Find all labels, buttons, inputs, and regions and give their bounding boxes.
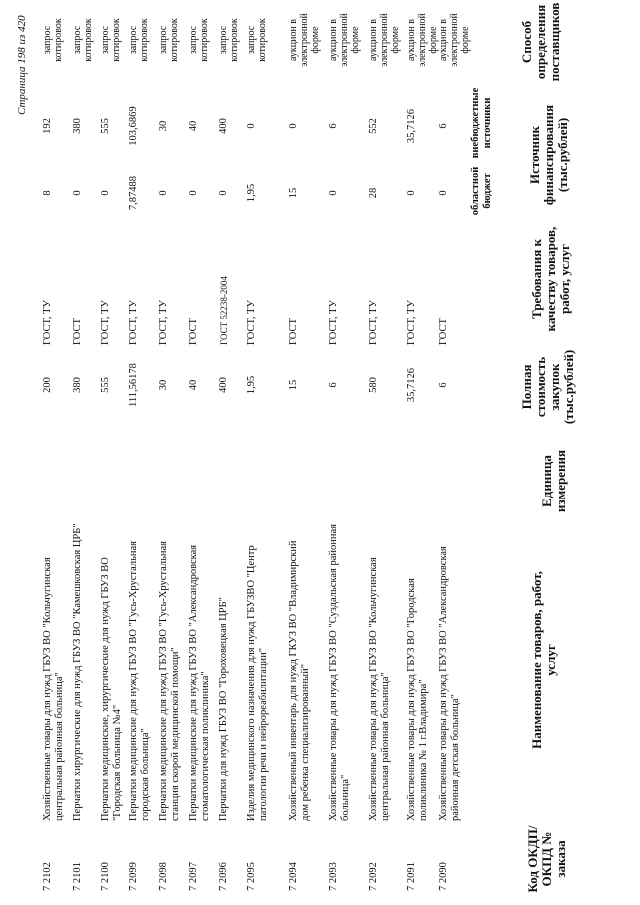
row-regional: 1,95	[246, 183, 257, 203]
row-name: Перчатки хирургические для нужд ГБУЗ ВО "Камешковская ЦРБ"	[72, 523, 83, 821]
header-funding-extra: внебюджетные источники	[470, 87, 493, 159]
row-cost: 35,7126	[406, 367, 417, 403]
row-extra: 555	[100, 118, 111, 134]
row-regional: 0	[188, 190, 199, 196]
row-requirements: ГОСТ	[72, 318, 83, 345]
row-regional: 0	[100, 190, 111, 196]
row-cost: 15	[288, 379, 299, 391]
row-name: Хозяйственные товары для нужд ГБУЗ ВО "Кольчугинская центральная районная больница"	[368, 557, 391, 821]
row-method: запрос котировок	[100, 18, 122, 62]
row-extra: 30	[158, 120, 169, 132]
row-regional: 7,87488	[128, 175, 139, 211]
row-name: Хозяйственные товары для нужд ГБУЗ ВО "Городская поликлиника № 1 г.Владимира"	[406, 578, 429, 821]
row-regional: 0	[406, 190, 417, 196]
table-row	[368, 0, 401, 905]
header-funding-regional: областной бюджет	[470, 166, 493, 216]
row-code: 7 2102	[42, 862, 53, 891]
row-name: Хозяйственные товары для нужд ГБУЗ ВО "Кольчугинская центральная районная больница"	[42, 557, 65, 821]
header-funding: Источник финансирования (тыс.рублей)	[527, 104, 570, 206]
row-name: Перчатки медицинские для нужд ГБУЗ ВО "Гусь-Хрустальная станция скорой медицинской помощи"	[158, 541, 181, 821]
row-method: запрос котировок	[42, 18, 64, 62]
row-requirements: ГОСТ, ТУ	[328, 300, 339, 345]
table-row	[328, 0, 361, 905]
row-cost: 40	[188, 379, 199, 391]
row-code: 7 2100	[100, 862, 111, 891]
row-method: запрос котировок	[218, 18, 240, 62]
page-number: Страница 198 из 420	[16, 15, 28, 115]
row-extra: 0	[246, 123, 257, 129]
row-requirements: ГОСТ, ТУ	[158, 300, 169, 345]
row-method: запрос котировок	[188, 18, 210, 62]
table-row	[100, 0, 130, 905]
row-extra: 103,6869	[128, 106, 139, 146]
row-requirements: ГОСТ 52238-2004	[219, 276, 229, 345]
row-extra: 6	[438, 123, 449, 129]
row-name: Хозяйственный инвентарь для нужд ГКУЗ ВО "Владимирский дом ребенка специализированный"	[288, 540, 311, 821]
row-regional: 28	[368, 187, 379, 199]
table-row	[72, 0, 102, 905]
header-requirements: Требования к качеству товаров, работ, услуг	[529, 226, 572, 332]
row-name: Изделия медицинского назначения для нужд ГБУЗВО "Центр патологии речи и нейрореабилитации"	[246, 545, 269, 821]
row-extra: 35,7126	[406, 108, 417, 144]
row-name: Хозяйственные товары для нужд ГБУЗ ВО "Александровская районная детская больница"	[438, 546, 461, 821]
row-cost: 30	[158, 379, 169, 391]
row-name: Перчатки для нужд ГБУЗ ВО "Гороховецкая ЦРБ"	[218, 597, 229, 821]
row-code: 7 2098	[158, 862, 169, 891]
row-method: аукцион в электронной форме	[368, 13, 401, 67]
header-unit: Единица измерения	[539, 449, 568, 513]
table-row	[438, 0, 471, 905]
row-regional: 15	[288, 187, 299, 199]
row-method: запрос котировок	[128, 18, 150, 62]
header-name: Наименование товаров, работ, услуг	[529, 571, 558, 749]
table-row	[188, 0, 218, 905]
row-extra: 552	[368, 118, 379, 134]
row-extra: 0	[288, 123, 299, 129]
row-cost: 380	[72, 377, 83, 393]
row-code: 7 2096	[218, 862, 229, 891]
row-code: 7 2093	[328, 862, 339, 891]
row-name: Перчатки медицинские, хирургические для нужд ГБУЗ ВО "Городская больница №4"	[100, 557, 123, 821]
row-code: 7 2101	[72, 862, 83, 891]
table-row	[288, 0, 321, 905]
row-cost: 1,95	[246, 375, 257, 395]
header-code: Код ОКДП/ ОКПД № заказа	[525, 825, 568, 893]
row-code: 7 2092	[368, 862, 379, 891]
row-regional: 0	[72, 190, 83, 196]
row-cost: 200	[42, 377, 53, 393]
row-code: 7 2095	[246, 862, 257, 891]
table-row	[42, 0, 72, 905]
table-row	[246, 0, 276, 905]
row-method: аукцион в электронной форме	[406, 13, 439, 67]
row-method: запрос котировок	[246, 18, 268, 62]
row-code: 7 2097	[188, 862, 199, 891]
table-row	[158, 0, 188, 905]
table-row	[406, 0, 439, 905]
row-cost: 400	[218, 377, 229, 393]
row-name: Перчатки медицинские для нужд ГБУЗ ВО "Гусь-Хрустальная городская больница"	[128, 541, 151, 821]
row-cost: 580	[368, 377, 379, 393]
row-extra: 380	[72, 118, 83, 134]
row-regional: 0	[218, 190, 229, 196]
row-requirements: ГОСТ, ТУ	[368, 300, 379, 345]
row-regional: 0	[328, 190, 339, 196]
row-cost: 555	[100, 377, 111, 393]
row-extra: 192	[42, 118, 53, 134]
header-cost: Полная стоимость закупок (тыс.рублей)	[519, 349, 576, 425]
table-row	[218, 0, 248, 905]
row-name: Перчатки медицинские для нужд ГБУЗ ВО "Александровская стоматологическая поликлиника"	[188, 544, 211, 821]
table-row	[128, 0, 158, 905]
row-cost: 111,56178	[128, 363, 139, 407]
row-extra: 400	[218, 118, 229, 134]
row-requirements: ГОСТ, ТУ	[42, 300, 53, 345]
row-regional: 0	[158, 190, 169, 196]
row-code: 7 2099	[128, 862, 139, 891]
row-cost: 6	[438, 382, 449, 388]
row-extra: 40	[188, 120, 199, 132]
row-method: аукцион в электронной форме	[438, 13, 471, 67]
row-requirements: ГОСТ, ТУ	[128, 300, 139, 345]
row-method: аукцион в электронной форме	[328, 13, 361, 67]
row-requirements: ГОСТ	[288, 318, 299, 345]
row-method: запрос котировок	[158, 18, 180, 62]
header-method: Способ определения поставщиков	[519, 2, 562, 82]
row-code: 7 2090	[438, 862, 449, 891]
row-cost: 6	[328, 382, 339, 388]
row-method: аукцион в электронной форме	[288, 13, 321, 67]
row-requirements: ГОСТ, ТУ	[100, 300, 111, 345]
row-extra: 6	[328, 123, 339, 129]
row-regional: 0	[438, 190, 449, 196]
row-regional: 8	[42, 190, 53, 196]
row-requirements: ГОСТ	[438, 318, 449, 345]
row-code: 7 2094	[288, 862, 299, 891]
row-requirements: ГОСТ	[188, 318, 199, 345]
row-method: запрос котировок	[72, 18, 94, 62]
row-requirements: ГОСТ, ТУ	[246, 300, 257, 345]
row-requirements: ГОСТ, ТУ	[406, 300, 417, 345]
row-name: Хозяйственные товары для нужд ГБУЗ ВО "Суздальская районная больница"	[328, 524, 351, 821]
row-code: 7 2091	[406, 862, 417, 891]
